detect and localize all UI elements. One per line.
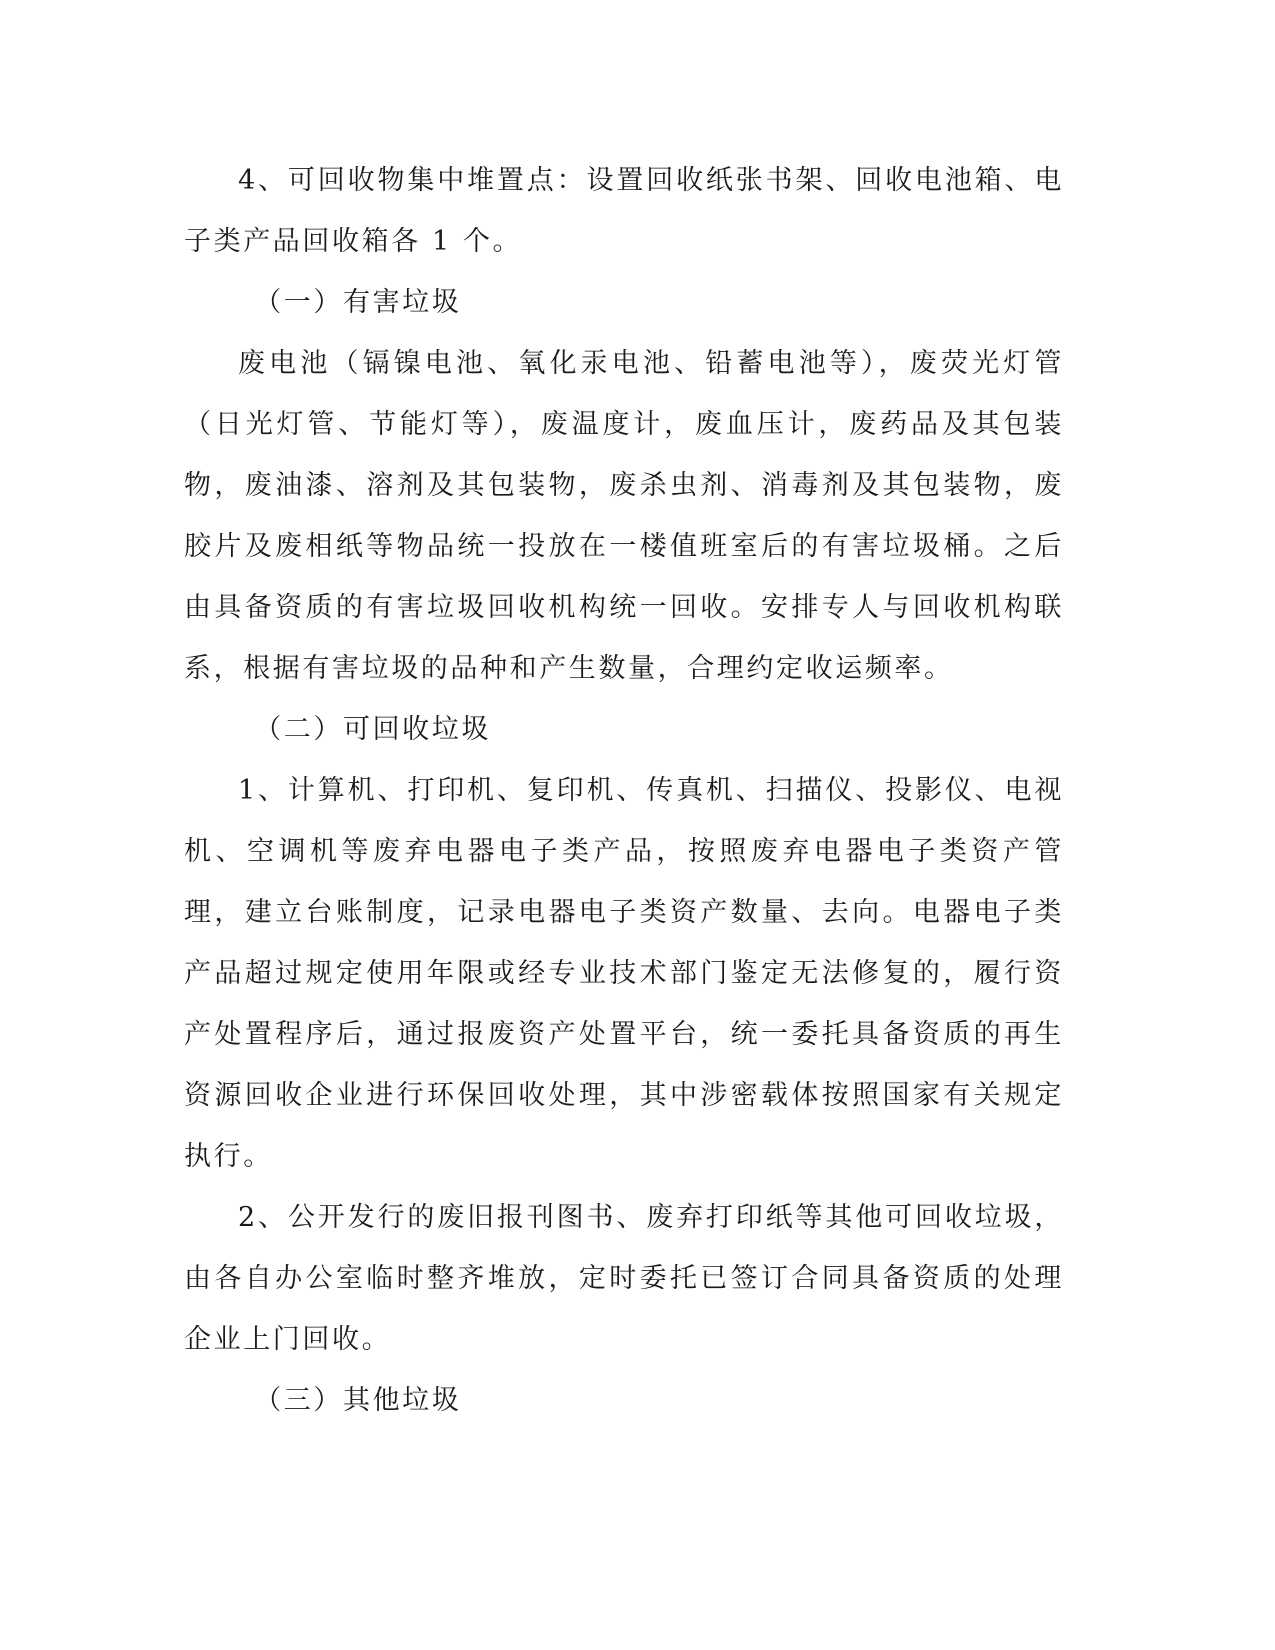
- paragraph-hazardous-waste: 废电池（镉镍电池、氧化汞电池、铅蓄电池等），废荧光灯管（日光灯管、节能灯等），废温度计，废血压计，废药品及其包装物，废油漆、溶剂及其包装物，废杀虫剂、消毒剂及其包装物，废胶片及废相纸等物品统一投放在一楼值班室后的有害垃圾桶。之后由具备资质的有害垃圾回收机构统一回收。安排专人与回收机构联系，根据有害垃圾的品种和产生数量，合理约定收运频率。: [184, 348, 1064, 684]
- paragraph-electronic-products: 1、计算机、打印机、复印机、传真机、扫描仪、投影仪、电视机、空调机等废弃电器电子类产品，按照废弃电器电子类资产管理，建立台账制度，记录电器电子类资产数量、去向。电器电子类产品超过规定使用年限或经专业技术部门鉴定无法修复的，履行资产处置程序后，通过报废资产处置平台，统一委托具备资质的再生资源回收企业进行环保回收处理，其中涉密载体按照国家有关规定执行。: [184, 775, 1064, 1172]
- section-heading-other-waste: （三）其他垃圾: [254, 1385, 462, 1416]
- section-heading-recyclable-waste: （二）可回收垃圾: [254, 714, 491, 745]
- paragraph-paper-recycling: 2、公开发行的废旧报刊图书、废弃打印纸等其他可回收垃圾，由各自办公室临时整齐堆放，定时委托已签订合同具备资质的处理企业上门回收。: [184, 1202, 1064, 1355]
- paragraph-recycling-collection-point: 4、可回收物集中堆置点：设置回收纸张书架、回收电池箱、电子类产品回收箱各 1 个。: [184, 165, 1064, 257]
- document-body: [184, 150, 1064, 1431]
- section-heading-hazardous-waste: （一）有害垃圾: [254, 287, 462, 318]
